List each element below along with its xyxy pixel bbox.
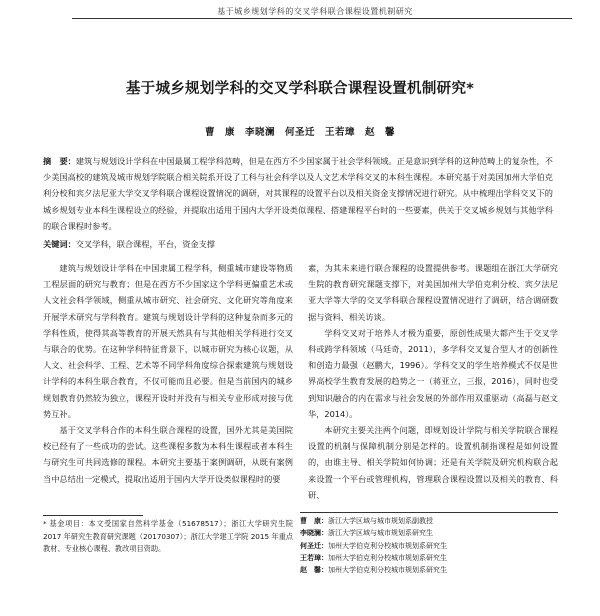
body-paragraph: 基于交叉学科合作的本科生联合课程的设置，国外尤其是美国院校已经有了一些成功的尝试。这些课程多数为本科生课程或者本科生与研究生可共同选修的课程。本研究主要基于案例调研，从既有案例当中总结出一定模式，提取出适用于国内大学开设类似课程时的要 (43, 425, 293, 484)
footnote-divider (43, 515, 143, 516)
body-column-left (43, 260, 293, 487)
author-bio-name: 李晓澜： (300, 529, 328, 538)
author-bio (300, 527, 558, 539)
author-bio-affiliation: 加州大学伯克利分校城市规划系研究生 (328, 541, 447, 550)
author-bio-affiliation: 浙江大学区域与城市规划系研究生 (328, 529, 433, 538)
paper-title: 基于城乡规划学科的交叉学科联合课程设置机制研究* (125, 81, 475, 97)
body-paragraph: 建筑与规划设计学科在中国隶属工程学科，侧重城市建设等物质工程层面的研究与教育；但是在西方不少国家这个学科更偏重艺术或人文社会科学领域，侧重从城市研究、社会研究、文化研究等角度来开展学术研究与学科教育。建筑与规划设计学科的这种复杂而多元的学科性质，使得其高等教育的开展天然具有与其他相关学科进行交叉与联合的优势。在这种学科特征背景下，以城市研究为核心议题，从人文、社会科学、工程、艺术等不同学科角度综合探索建筑与规划设计学科的本科生联合教育，不仅可能而且必要。但是当前国内的城乡规划教育仍然较为独立，课程开设时并没有与相关专业形成对接与优势互补。 (43, 263, 293, 419)
author-bio (300, 515, 558, 527)
keywords-text: 交叉学科，联合课程，平台，资金支撑 (75, 239, 215, 249)
keywords-label: 关键词： (43, 239, 76, 249)
body-paragraph-continued: 素，为其未来进行联合课程的设置提供参考。课题组在浙江大学研究生院的教育研究课题支撑下，对美国加州大学伯克利分校、宾夕法尼亚大学等大学的交叉学科联合课程设置情况进行了调研，结合调研数据与资料、相关访谈。 (308, 263, 558, 322)
author-bio-affiliation: 浙江大学区域与城市规划系副教授 (328, 517, 433, 525)
author-bio-name: 何圣迁： (300, 541, 328, 550)
running-header: 基于城乡规划学科的交叉学科联合课程设置机制研究 (217, 7, 413, 16)
author-bio-name: 赵 馨： (300, 566, 328, 575)
body-paragraph: 学科交叉对于培养人才极为重要，原创性成果大都产生于交叉学科或跨学科领域（马廷奇，2011），多学科交叉复合型人才的创新性和创造力最强（赵鹏大，1996）。学科交叉的学生培养模式不仅是世界高校学生教育发展的趋势之一（蒋亚立，三报，2016），同时也受到知识融合的内在需求与社会发展的外部作用双重驱动（高磊与赵文华，2014）。 (308, 327, 558, 419)
funding-footnote: * 基金项目：本文受国家自然科学基金（51678517）；浙江大学研究生院 2017 年研究生教育研究课题（20170307）；浙江大学建工学院 2015 年重点教材、专业核心课程、教改项目资助。 (43, 519, 293, 553)
header-divider (72, 18, 572, 19)
author-bio-affiliation: 加州大学伯克利分校城市规划系研究生 (328, 566, 447, 575)
author-bio (300, 540, 558, 552)
author-bio-name: 王若璋： (300, 553, 328, 562)
author-list: 曹 康 李晓澜 何圣迁 王若璋 赵 馨 (204, 127, 395, 138)
body-column-right (308, 260, 558, 503)
body-paragraph: 本研究主要关注两个问题，即规划设计学院与相关学院联合课程设置的机制与保障机制分别是怎样的。设置机制指课程是如何设置的，由谁主导、相关学院如何协调；还是有关学院及研究机构联合起来设置一个平台或管理机构，管理联合课程设置以及相关的教育、科研、 (308, 425, 558, 500)
abstract (43, 153, 553, 234)
keywords (43, 236, 553, 252)
author-bios (300, 515, 558, 576)
abstract-text: 建筑与规划设计学科在中国最属工程学科范畴，但是在西方不少国家属于社会学科领域。正是意识到学科的这种范畴上的复杂性，不少美国高校的建筑及城市规划学院联合相关院系开设了工科与社会科学以及人文艺术学科交叉的本科生课程。本研究基于对美国加州大学伯克利分校和宾夕法尼亚大学交叉学科联合课程设置情况的调研，对其课程的设置平台以及相关资金支撑情况进行研究。从中梳理出学科交叉下的城乡规划专业本科生课程设立的经验，并提取出适用于国内大学开设类似课程、搭建课程平台时的一些要素，供关于交叉城乡规划与其他学科的联合课程时参考。 (43, 156, 553, 231)
author-bio-affiliation: 加州大学伯克利分校城市规划系研究生 (328, 553, 447, 562)
abstract-label: 摘 要： (43, 156, 76, 166)
bio-divider (300, 512, 558, 513)
author-bio (300, 552, 558, 564)
author-bio (300, 564, 558, 576)
author-bio-name: 曹 康： (300, 517, 328, 525)
